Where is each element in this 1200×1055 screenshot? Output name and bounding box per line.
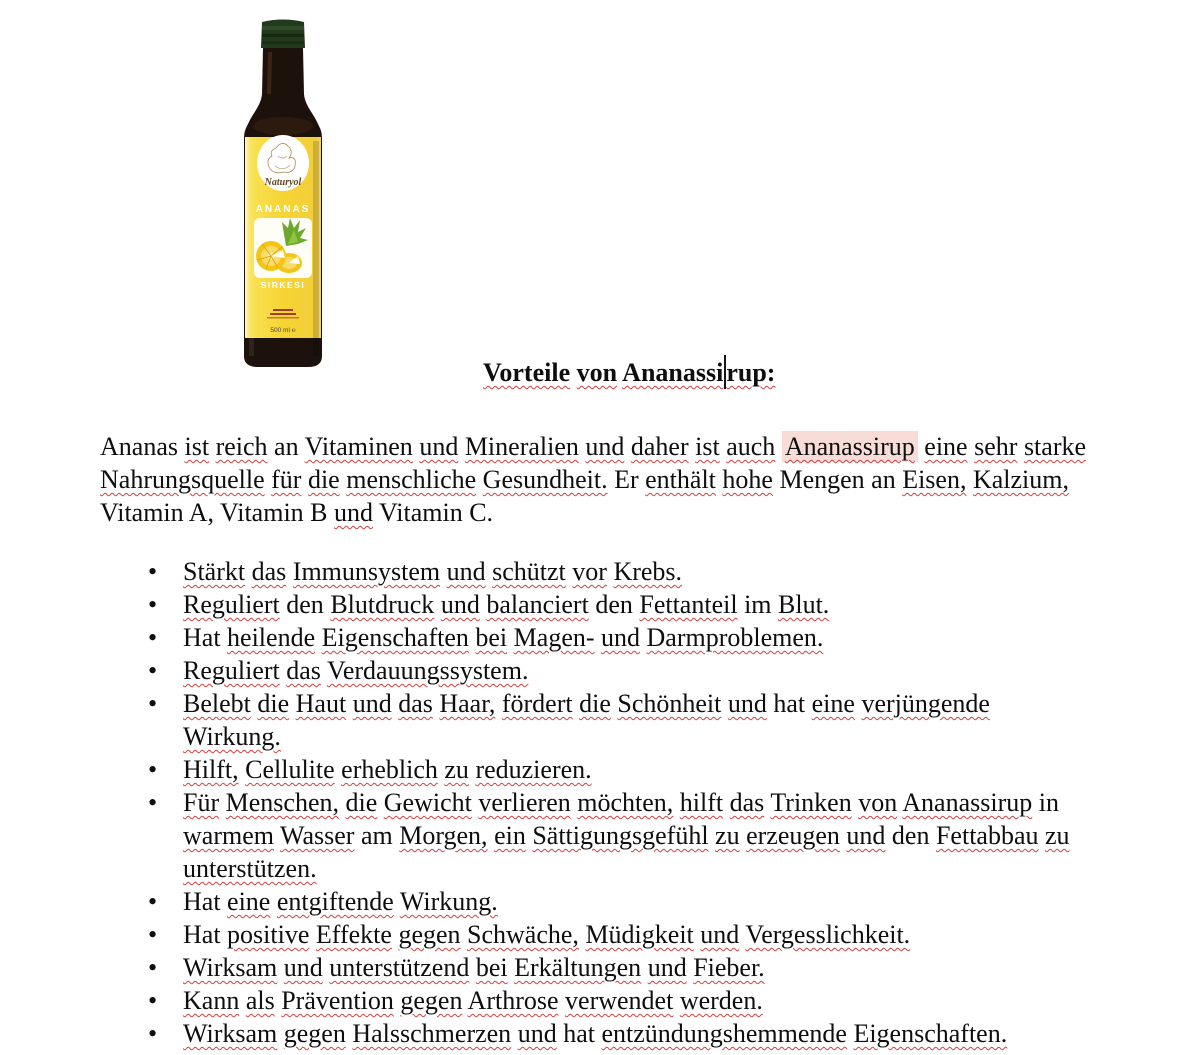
spellcheck-word: eine (811, 689, 855, 718)
spellcheck-word: das (398, 689, 433, 718)
spellcheck-word: Immunsystem (292, 557, 441, 586)
spellcheck-word: Fettanteil (639, 590, 738, 619)
spellcheck-word: Müdigkeit (585, 920, 694, 949)
benefits-list (100, 555, 1070, 1050)
spellcheck-word: die (345, 788, 378, 817)
spellcheck-word: Vitaminen (304, 432, 413, 461)
spellcheck-word: und (727, 689, 767, 718)
spellcheck-word: verwendet (565, 986, 674, 1015)
benefit-item[interactable] (100, 951, 1070, 984)
spellcheck-word: menschliche (346, 465, 477, 494)
spellcheck-word: Gewicht (383, 788, 472, 817)
spellcheck-word: Kann (183, 986, 240, 1015)
spellcheck-word: und (446, 557, 486, 586)
spellcheck-word: und (517, 1019, 557, 1048)
spellcheck-word: von (858, 788, 898, 817)
benefit-item[interactable]: • Belebt die Haut und das Haar, fördert die Schönheit und hat eine verjüngende Wirkung. (100, 687, 1070, 753)
spellcheck-word: heilende (227, 623, 316, 652)
spellcheck-word: fördert (501, 689, 573, 718)
spellcheck-word: Kalzium, (972, 465, 1069, 494)
intro-paragraph[interactable]: Ananas ist reich an Vitaminen und Mineralien und daher ist auch Ananassirup eine sehr starke Nahrungsquelle für die menschliche Gesundheit. Er enthält hohe Mengen an Eisen, Kalzium, Vitamin A, Vitamin B und Vitamin C. (100, 432, 1087, 527)
spellcheck-word: die (257, 689, 290, 718)
spellcheck-word: Halsschmerzen (352, 1019, 512, 1048)
spellcheck-word: Arthrose (467, 986, 559, 1015)
brand-text: Naturyol (264, 177, 302, 188)
spellcheck-word: von (576, 358, 618, 387)
spellcheck-word: Wirksam (183, 953, 278, 982)
spellcheck-word: Ananassirup (902, 788, 1033, 817)
spellcheck-word: die (307, 465, 340, 494)
volume-text: 500 ml ℮ (270, 327, 296, 334)
bottle-cap (261, 20, 305, 49)
spellcheck-word: als (245, 986, 275, 1015)
spellcheck-word: Ananassi (622, 358, 724, 387)
spellcheck-word: ein (494, 821, 526, 850)
spellcheck-word: Fettabbau (935, 821, 1039, 850)
spellcheck-word: Eigenschaften. (853, 1019, 1008, 1048)
spellcheck-word: das (729, 788, 765, 817)
spellcheck-word: reduzieren. (475, 755, 592, 784)
spellcheck-word: Nahrungsquelle (100, 465, 265, 494)
spellcheck-word: Schwäche, (467, 920, 579, 949)
spellcheck-word: auch (726, 432, 776, 461)
spellcheck-word: bei (475, 953, 508, 982)
spellcheck-word: Vorteile (483, 358, 571, 387)
spellcheck-word: und (352, 689, 392, 718)
benefit-item[interactable] (100, 654, 1070, 687)
spellcheck-word: positive (227, 920, 310, 949)
benefit-item[interactable]: • Reguliert den Blutdruck und balanciert den Fettanteil im Blut. (100, 588, 1070, 621)
spellcheck-word: hilft (679, 788, 724, 817)
spellcheck-word: Blut. (778, 590, 830, 619)
spellcheck-word: bei (475, 623, 508, 652)
spellcheck-word: ist (184, 432, 210, 461)
spellcheck-word: Wirksam (183, 1019, 278, 1048)
product-name-text: ANANAS (255, 204, 311, 215)
benefit-item[interactable]: • Hat positive Effekte gegen Schwäche, Müdigkeit und Vergesslichkeit. (100, 918, 1070, 951)
spellcheck-word: das (286, 656, 321, 685)
spellcheck-word: gegen (283, 1019, 346, 1048)
spellcheck-word: Menschen, (225, 788, 339, 817)
spellcheck-word: Blutdruck (330, 590, 435, 619)
spellcheck-word: Haut (295, 689, 347, 718)
spellcheck-word: und (585, 432, 625, 461)
spellcheck-word: Hilft, (183, 755, 239, 784)
spellcheck-word: Schönheit (617, 689, 722, 718)
spellcheck-word: reich (215, 432, 268, 461)
spellcheck-word: Wirkung. (399, 887, 498, 916)
brand-badge (257, 135, 309, 191)
spellcheck-word: Vergesslichkeit. (745, 920, 911, 949)
spellcheck-word: und (334, 498, 374, 527)
spellcheck-word: das (251, 557, 287, 586)
spellcheck-word: und (846, 821, 886, 850)
spellcheck-word: sehr (974, 432, 1018, 461)
spellcheck-word: Sättigungsgefühl (532, 821, 709, 850)
spellcheck-word: vor (572, 557, 607, 586)
benefit-item[interactable]: • Hat heilende Eigenschaften bei Magen- und Darmproblemen. (100, 621, 1070, 654)
spellcheck-word: Cellulite (245, 755, 335, 784)
spellcheck-word: Für (183, 788, 220, 817)
spellcheck-word: die (579, 689, 611, 718)
spellcheck-word: und (419, 432, 459, 461)
benefit-item[interactable] (100, 984, 1070, 1017)
spellcheck-word: gegen (398, 920, 461, 949)
spellcheck-word: Reguliert (183, 656, 280, 685)
spellcheck-word: und (440, 590, 480, 619)
benefit-item[interactable]: • Wirksam gegen Halsschmerzen und hat entzündungshemmende Eigenschaften. (100, 1017, 1070, 1050)
bottle-label (245, 135, 321, 338)
spellcheck-word: verlieren (478, 788, 571, 817)
spellcheck-word: zu (444, 755, 469, 784)
spellcheck-word: und (700, 920, 740, 949)
spellcheck-word: starke (1023, 432, 1087, 461)
spellcheck-word: erheblich (341, 755, 438, 784)
bottle-illustration (242, 16, 324, 370)
benefit-item[interactable]: • Für Menschen, die Gewicht verlieren möchten, hilft das Trinken von Ananassirup in warmem Wasser am Morgen, ein Sättigungsgefühl zu erzeugen und den Fettabbau zu unterstützen. (100, 786, 1070, 885)
benefit-item[interactable] (100, 753, 1070, 786)
spellcheck-word: und (647, 953, 687, 982)
spellcheck-word: daher (630, 432, 689, 461)
spellcheck-word: Darmproblemen. (646, 623, 824, 652)
spellcheck-word: ist (695, 432, 720, 461)
spellcheck-word: Fieber. (693, 953, 765, 982)
spellcheck-word: warmem (183, 821, 274, 850)
spellcheck-word: und (601, 623, 641, 652)
spellcheck-word: für (271, 465, 302, 494)
spellcheck-word: möchten, (577, 788, 674, 817)
spellcheck-word: Belebt (183, 689, 251, 718)
spellcheck-word: Morgen, (399, 821, 488, 850)
spellcheck-word: hohe (722, 465, 773, 494)
spellcheck-word: Gesundheit. (482, 465, 608, 494)
spellcheck-word: werden. (679, 986, 763, 1015)
spellcheck-word: Prävention (281, 986, 394, 1015)
product-type-text: SIRKESI (260, 280, 306, 290)
spellcheck-word: gegen (400, 986, 463, 1015)
spellcheck-word: Verdauungssystem. (326, 656, 529, 685)
spellcheck-word: Mineralien (464, 432, 579, 461)
product-photo[interactable] (242, 16, 324, 370)
spellcheck-word: Eisen, (902, 465, 967, 494)
spellcheck-word: eine (227, 887, 271, 916)
spellcheck-word: unterstützend (329, 953, 470, 982)
spellcheck-word: schützt (492, 557, 566, 586)
pineapple-graphic (254, 218, 312, 278)
spellcheck-word: Trinken (770, 788, 852, 817)
spellcheck-word: Effekte (315, 920, 392, 949)
benefit-item[interactable] (100, 555, 1070, 588)
spellcheck-word: erzeugen (746, 821, 840, 850)
spellcheck-word: Ananassirup (784, 432, 915, 461)
spellcheck-word: entzündungshemmende (601, 1019, 847, 1048)
document-title[interactable] (483, 355, 775, 389)
spellcheck-word: rup: (726, 358, 776, 387)
spellcheck-word: Krebs. (613, 557, 683, 586)
spellcheck-word: Haar, (439, 689, 496, 718)
spellcheck-word: Eigenschaften (321, 623, 469, 652)
search-highlight (782, 431, 918, 462)
spellcheck-word: Erkältungen (514, 953, 642, 982)
spellcheck-word: enthält (645, 465, 716, 494)
spellcheck-word: entgiftende (276, 887, 394, 916)
benefit-item[interactable]: • Hat eine entgiftende Wirkung. (100, 885, 1070, 918)
spellcheck-word: Wirkung. (183, 722, 281, 751)
spellcheck-word: Wasser (280, 821, 355, 850)
spellcheck-word: zu (1045, 821, 1070, 850)
spellcheck-word: unterstützen. (183, 854, 317, 883)
spellcheck-word: eine (924, 432, 968, 461)
spellcheck-word: verjüngende (861, 689, 990, 718)
spellcheck-word: Reguliert (183, 590, 280, 619)
spellcheck-word: balanciert (486, 590, 589, 619)
spellcheck-word: Stärkt (183, 557, 246, 586)
spellcheck-word: zu (715, 821, 740, 850)
spellcheck-word: Magen- (513, 623, 595, 652)
spellcheck-word: und (283, 953, 323, 982)
